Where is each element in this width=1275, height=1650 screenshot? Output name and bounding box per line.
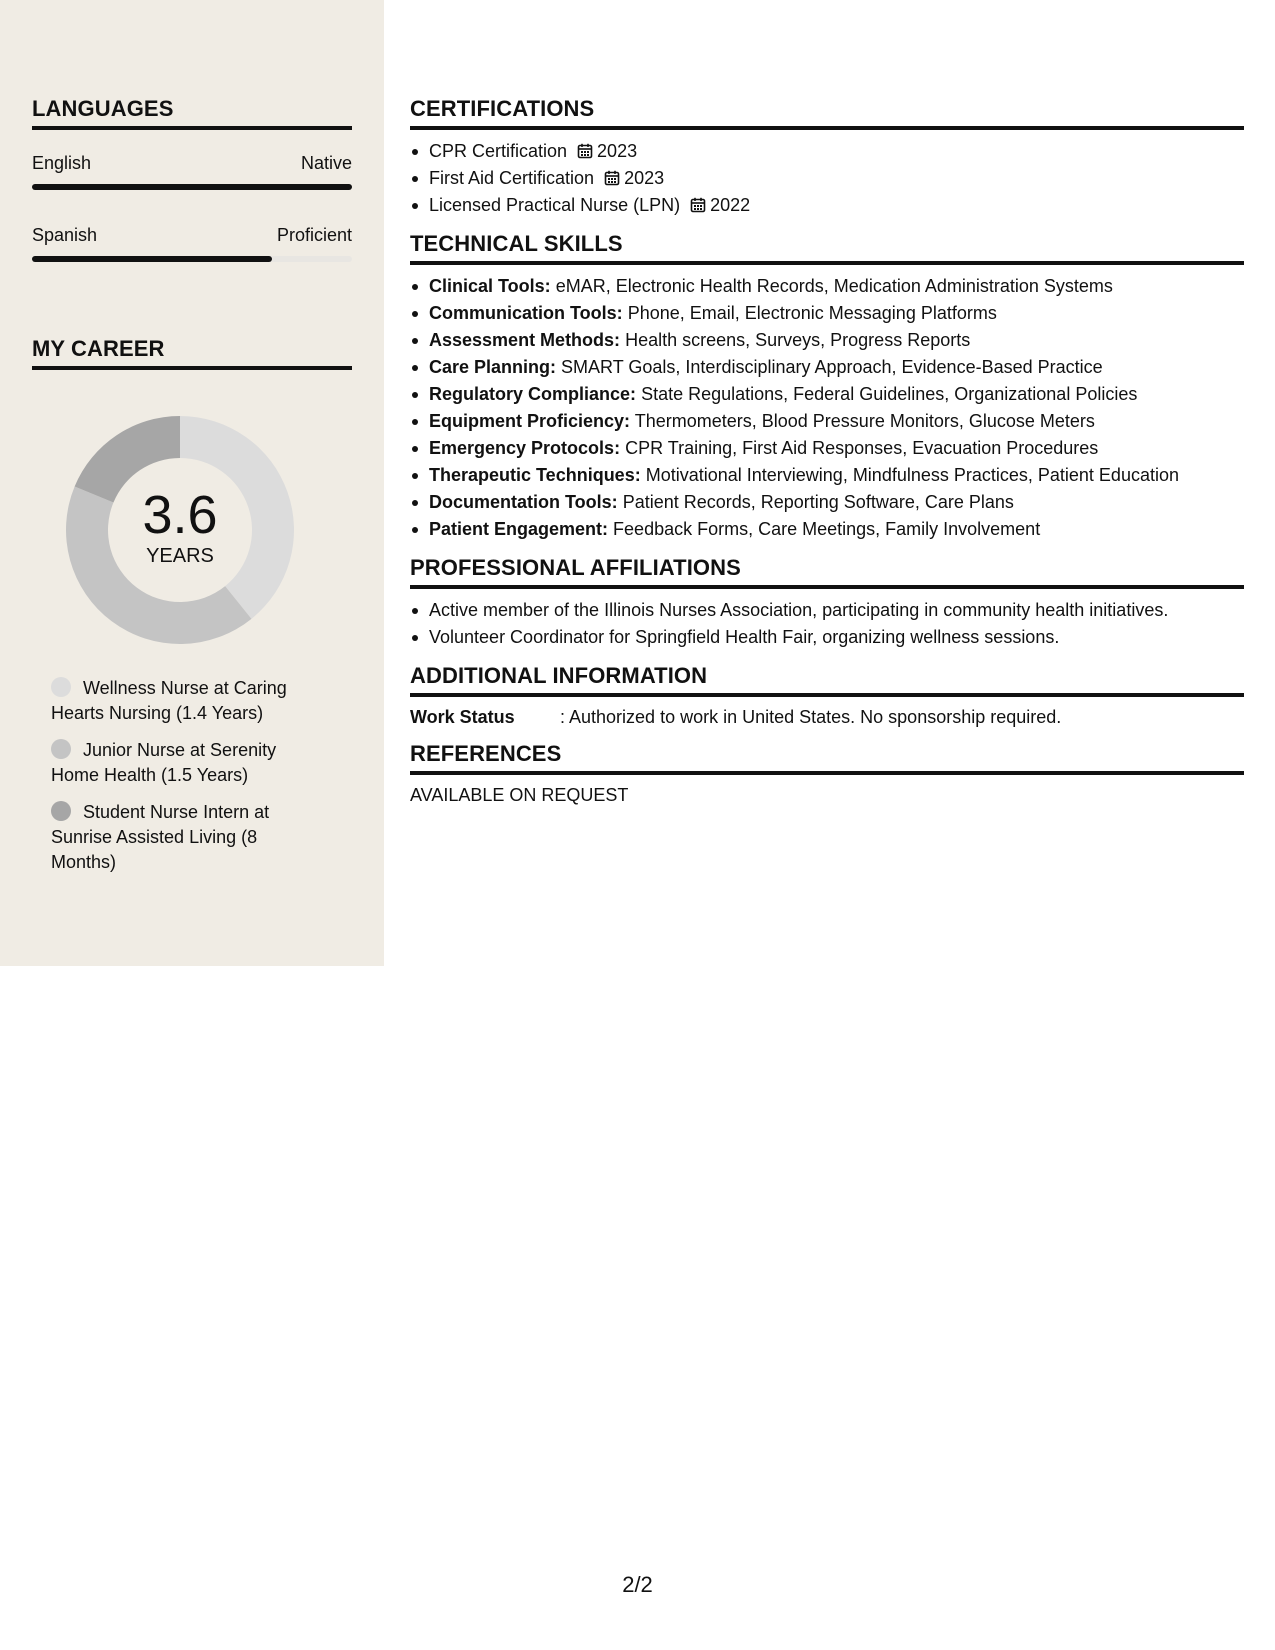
skill-item xyxy=(410,381,1244,408)
skill-item xyxy=(410,300,1244,327)
skill-value: Feedback Forms, Care Meetings, Family Involvement xyxy=(613,519,1041,539)
references-section xyxy=(410,741,1244,807)
certifications-rule xyxy=(410,126,1244,130)
certification-item xyxy=(410,165,1244,192)
technical-skills-list xyxy=(410,273,1244,543)
legend-dot-icon xyxy=(51,801,71,821)
skill-label: Therapeutic Techniques: xyxy=(429,465,641,485)
skill-value: Patient Records, Reporting Software, Care Plans xyxy=(622,492,1014,512)
certification-name: Licensed Practical Nurse (LPN) xyxy=(429,195,681,215)
certification-year: 2023 xyxy=(624,168,665,188)
skill-label: Regulatory Compliance: xyxy=(429,384,637,404)
language-level-bar xyxy=(32,184,352,190)
languages-title: LANGUAGES xyxy=(32,96,174,121)
additional-info-rule xyxy=(410,693,1244,697)
skill-item xyxy=(410,462,1244,489)
certifications-list xyxy=(410,138,1244,219)
references-title: REFERENCES xyxy=(410,741,562,766)
skill-label: Patient Engagement: xyxy=(429,519,609,539)
skill-value: SMART Goals, Interdisciplinary Approach, Evidence-Based Practice xyxy=(561,357,1103,377)
work-status-row xyxy=(410,705,1244,729)
languages-section xyxy=(32,96,352,262)
references-rule xyxy=(410,771,1244,775)
language-level-fill xyxy=(32,256,272,262)
career-legend-label: Junior Nurse at Serenity Home Health (1.5 Years) xyxy=(51,740,277,785)
affiliations-list xyxy=(410,597,1244,651)
career-legend-label: Student Nurse Intern at Sunrise Assisted Living (8 Months) xyxy=(51,802,270,872)
technical-skills-section xyxy=(410,231,1244,543)
career-donut-chart xyxy=(66,416,294,644)
language-level: Proficient xyxy=(276,225,352,245)
skill-item xyxy=(410,327,1244,354)
skill-value: Motivational Interviewing, Mindfulness Practices, Patient Education xyxy=(645,465,1179,485)
certifications-title: CERTIFICATIONS xyxy=(410,96,595,121)
technical-skills-rule xyxy=(410,261,1244,265)
certification-name: First Aid Certification xyxy=(429,168,595,188)
career-title: MY CAREER xyxy=(32,336,165,361)
skill-item xyxy=(410,354,1244,381)
career-legend-label: Wellness Nurse at Caring Hearts Nursing (1.4 Years) xyxy=(51,678,287,723)
skill-label: Clinical Tools: xyxy=(429,276,551,296)
career-total-years: 3.6 xyxy=(142,485,218,545)
additional-info-title: ADDITIONAL INFORMATION xyxy=(410,663,708,688)
skill-item xyxy=(410,489,1244,516)
skill-value: Phone, Email, Electronic Messaging Platforms xyxy=(627,303,997,323)
skill-label: Equipment Proficiency: xyxy=(429,411,631,431)
certification-year: 2022 xyxy=(710,195,751,215)
calendar-icon xyxy=(577,143,593,159)
skill-item xyxy=(410,435,1244,462)
career-section xyxy=(32,336,352,370)
skill-label: Communication Tools: xyxy=(429,303,623,323)
affiliations-section xyxy=(410,555,1244,651)
affiliation-item: Volunteer Coordinator for Springfield Health Fair, organizing wellness sessions. xyxy=(410,624,1244,651)
career-legend-item xyxy=(51,738,321,788)
skill-item xyxy=(410,408,1244,435)
certification-name: CPR Certification xyxy=(429,141,568,161)
career-rule xyxy=(32,366,352,370)
skill-item xyxy=(410,273,1244,300)
legend-dot-icon xyxy=(51,739,71,759)
affiliation-item: Active member of the Illinois Nurses Association, participating in community health initiatives. xyxy=(410,597,1244,624)
language-name: English xyxy=(32,153,92,173)
page-number: 2/2 xyxy=(622,1572,653,1597)
calendar-icon xyxy=(604,170,620,186)
skill-label: Documentation Tools: xyxy=(429,492,618,512)
language-level: Native xyxy=(300,153,352,173)
references-text: AVAILABLE ON REQUEST xyxy=(410,785,629,805)
language-level-bar xyxy=(32,256,352,262)
skill-label: Care Planning: xyxy=(429,357,557,377)
skill-value: CPR Training, First Aid Responses, Evacuation Procedures xyxy=(625,438,1099,458)
skill-value: eMAR, Electronic Health Records, Medication Administration Systems xyxy=(555,276,1113,296)
work-status-value: : Authorized to work in United States. No sponsorship required. xyxy=(560,707,1062,727)
certification-item xyxy=(410,138,1244,165)
language-item xyxy=(32,224,352,262)
skill-item xyxy=(410,516,1244,543)
donut-center xyxy=(66,416,294,644)
certification-year: 2023 xyxy=(597,141,638,161)
certification-item xyxy=(410,192,1244,219)
legend-dot-icon xyxy=(51,677,71,697)
sidebar-content xyxy=(32,96,352,370)
calendar-icon xyxy=(690,197,706,213)
technical-skills-title: TECHNICAL SKILLS xyxy=(410,231,623,256)
language-item xyxy=(32,152,352,190)
skill-value: Thermometers, Blood Pressure Monitors, Glucose Meters xyxy=(634,411,1095,431)
affiliations-rule xyxy=(410,585,1244,589)
career-total-unit: YEARS xyxy=(146,545,214,567)
skill-label: Assessment Methods: xyxy=(429,330,621,350)
work-status-label: Work Status xyxy=(410,707,515,727)
certifications-section xyxy=(410,96,1244,219)
main-content xyxy=(410,96,1244,819)
skill-value: Health screens, Surveys, Progress Reports xyxy=(625,330,971,350)
sidebar xyxy=(0,0,384,966)
career-legend-item xyxy=(51,800,321,875)
languages-rule xyxy=(32,126,352,130)
affiliations-title: PROFESSIONAL AFFILIATIONS xyxy=(410,555,741,580)
language-name: Spanish xyxy=(32,225,98,245)
career-legend xyxy=(51,676,321,887)
additional-info-section xyxy=(410,663,1244,729)
skill-value: State Regulations, Federal Guidelines, Organizational Policies xyxy=(641,384,1138,404)
career-legend-item xyxy=(51,676,321,726)
skill-label: Emergency Protocols: xyxy=(429,438,621,458)
language-level-fill xyxy=(32,184,352,190)
